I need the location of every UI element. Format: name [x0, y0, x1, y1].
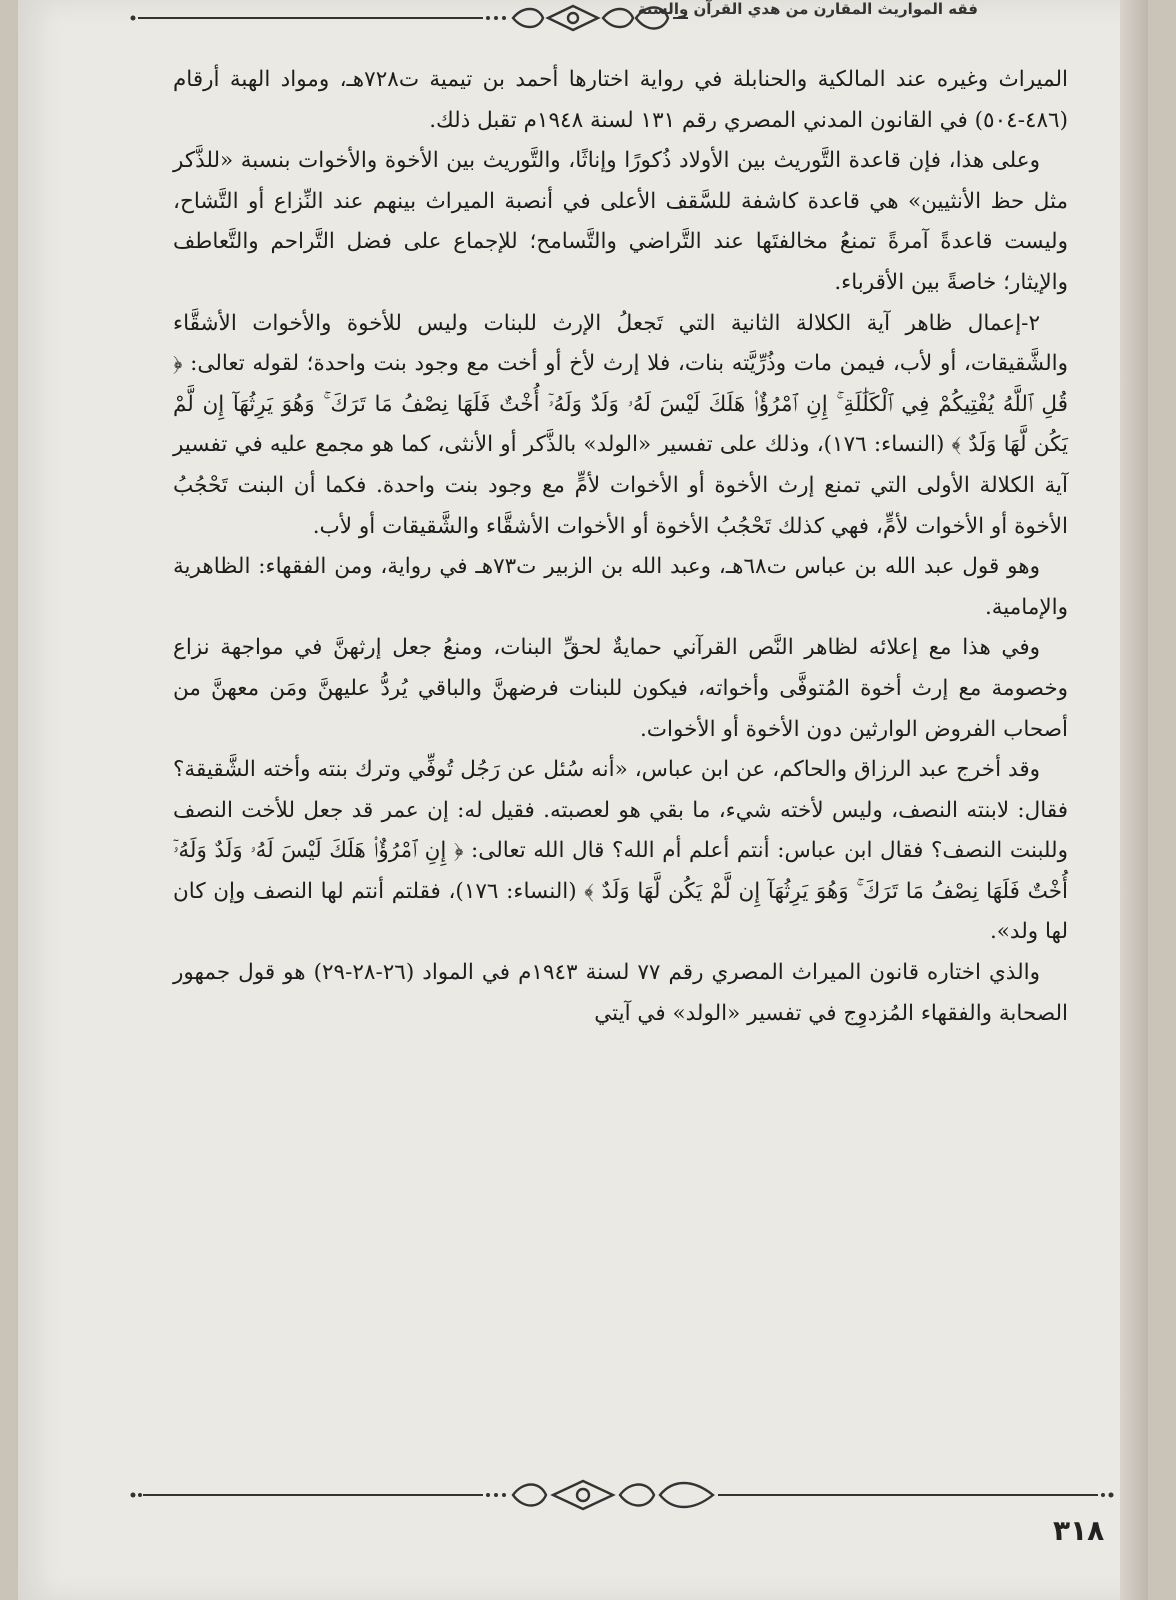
paragraph-3: ٢-إعمال ظاهر آية الكلالة الثانية التي تَجعلُ الإرث للبنات وليس للأخوة والأخوات الأشقَّاء والشَّقيقات، أو لأب، فيمن مات وذُرِّيَّته بنات، فلا إرث لأخ أو أخت مع وجود بنت واحدة؛ لقوله تعالى: ﴿ قُلِ ٱللَّهُ يُفْتِيكُمْ فِي ٱلْكَلَٰلَةِ ۚ إِنِ ٱمْرُؤٌا۟ هَلَكَ لَيْسَ لَهُۥ وَلَدٌ وَلَهُۥٓ أُخْتٌ فَلَهَا نِصْفُ مَا تَرَكَ ۚ وَهُوَ يَرِثُهَآ إِن لَّمْ يَكُن لَّهَا وَلَدٌ ﴾ (النساء: ١٧٦)، وذلك على تفسير «الولد» بالذَّكر أو الأنثى، كما هو مجمع عليه في تفسير آية الكلالة الأولى التي تمنع إرث الأخوة أو الأخوات لأمٍّ مع وجود بنت واحدة. فكما أن البنت تَحْجُبُ الأخوة أو الأخوات لأمٍّ، فهي كذلك تَحْجُبُ الأخوة أو الأخوات الأشقَّاء والشَّقيقات أو لأب. [173, 310, 1069, 539]
bottom-ornament-divider [128, 1475, 1138, 1515]
paragraph-6: وقد أخرج عبد الرزاق والحاكم، عن ابن عباس، «أنه سُئل عن رَجُل تُوفِّي وترك بنته وأخته الشَّقيقة؟ فقال: لابنته النصف، وليس لأخته شيء، ما بقي هو لعصبته. فقيل له: إن عمر قد جعل للأخت النصف وللبنت النصف؟ فقال ابن عباس: أنتم أعلم أم الله؟ قال الله تعالى: ﴿ إِنِ ٱمْرُؤٌا۟ هَلَكَ لَيْسَ لَهُۥ وَلَدٌ وَلَهُۥٓ أُخْتٌ فَلَهَا نِصْفُ مَا تَرَكَ ۚ وَهُوَ يَرِثُهَآ إِن لَّمْ يَكُن لَّهَا وَلَدٌ ﴾ (النساء: ١٧٦)، فقلتم أنتم لها النصف وإن كان لها ولد». [173, 757, 1068, 945]
paragraph-5: وفي هذا مع إعلائه لظاهر النَّص القرآني حمايةٌ لحقِّ البنات، ومنعُ جعل إرثهنَّ في مواجهة نزاع وخصومة مع إرث أخوة المُتوفَّى وأخواته، فيكون للبنات فرضهنَّ والباقي يُردُّ عليهنَّ ومَن معهنَّ من أصحاب الفروض الوارثين دون الأخوة أو الأخوات. [173, 635, 1068, 742]
paragraph-4: وهو قول عبد الله بن عباس ت٦٨هـ، وعبد الله بن الزبير ت٧٣هـ في رواية، ومن الفقهاء: الظاهرية والإمامية. [173, 554, 1068, 620]
paragraph-2: وعلى هذا، فإن قاعدة التَّوريث بين الأولاد ذُكورًا وإناثًا، والتَّوريث بين الأخوة والأخوات بنسبة «للذَّكر مثل حظ الأنثيين» هي قاعدة كاشفة للسَّقف الأعلى في أنصبة الميراث بينهم عند النِّزاع أو التَّشاح، وليست قاعدةً آمرةً تمنعُ مخالفتَها عند التَّراضي والتَّسامح؛ للإجماع على فضل التَّراحم والتَّعاطف والإيثار؛ خاصةً بين الأقرباء. [173, 148, 1068, 295]
body-text [173, 60, 1068, 1034]
page-edge [1120, 0, 1148, 1600]
running-title: فقه المواريث المقارن من هدي القرآن والسنة [637, 0, 978, 18]
top-ornament-divider [128, 0, 1138, 38]
paragraph-1: الميراث وغيره عند المالكية والحنابلة في رواية اختارها أحمد بن تيمية ت٧٢٨هـ، ومواد الهبة أرقام (٤٨٦-٥٠٤) في القانون المدني المصري رقم ١٣١ لسنة ١٩٤٨م تقبل ذلك. [173, 67, 1068, 133]
book-page [18, 0, 1148, 1600]
paragraph-7: والذي اختاره قانون الميراث المصري رقم ٧٧ لسنة ١٩٤٣م في المواد (٢٦-٢٨-٢٩) هو قول جمهور الصحابة والفقهاء المُزدوِج في تفسير «الولد» في آيتي [173, 960, 1068, 1026]
page-number: ٣١٨ [1053, 1514, 1105, 1547]
